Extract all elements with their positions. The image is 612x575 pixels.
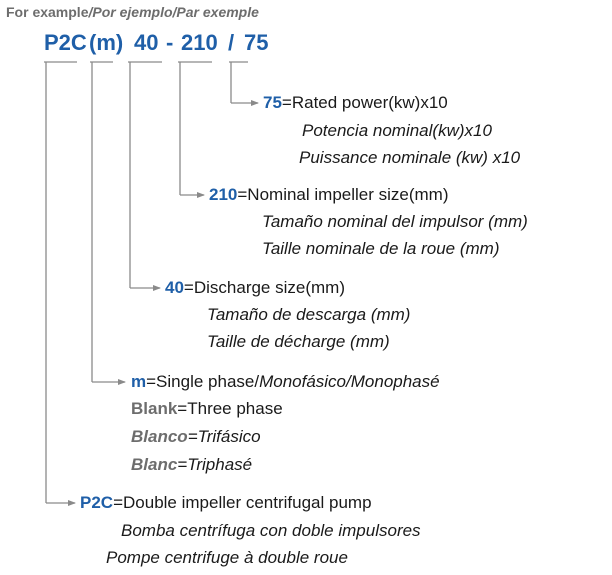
- power-es: Potencia nominal(kw)x10: [302, 121, 492, 140]
- blanc-line: [131, 455, 252, 475]
- blanco-es: =Trifásico: [187, 427, 261, 446]
- impeller-key: 210: [209, 185, 238, 204]
- discharge-en: =Discharge size(mm): [183, 278, 345, 297]
- model-line-en: [80, 493, 372, 513]
- impeller-fr: Taille nominale de la roue (mm): [262, 239, 500, 258]
- blanc-key: Blanc: [131, 455, 178, 474]
- connector-model-bar: [44, 62, 77, 503]
- phase-line-en: [131, 372, 440, 392]
- discharge-fr: Taille de décharge (mm): [207, 332, 390, 351]
- connector-impeller-bar: [178, 62, 212, 195]
- connector-phase-bar: [90, 62, 113, 382]
- discharge-line-en: [165, 278, 345, 298]
- phase-es: Monofásico/: [259, 372, 351, 391]
- phase-en: =Single phase/: [146, 372, 260, 391]
- code-power: 75: [244, 30, 269, 55]
- impeller-es: Tamaño nominal del impulsor (mm): [262, 212, 528, 231]
- impeller-line-en: [209, 185, 449, 205]
- connector-discharge-bar: [128, 62, 162, 288]
- power-line-en: [263, 93, 448, 113]
- power-fr: Puissance nominale (kw) x10: [299, 148, 521, 167]
- header-en: For example: [6, 4, 89, 20]
- header-es: Por ejemplo: [92, 4, 173, 20]
- impeller-en: =Nominal impeller size(mm): [237, 185, 449, 204]
- model-key: P2C: [80, 493, 114, 512]
- discharge-es: Tamaño de descarga (mm): [207, 305, 411, 324]
- phase-key: m: [131, 372, 147, 391]
- header-fr: Par exemple: [176, 4, 259, 20]
- discharge-key: 40: [165, 278, 184, 297]
- header-sep-2: /: [172, 4, 177, 20]
- model-fr: Pompe centrifuge à double roue: [106, 548, 348, 567]
- code-dash: -: [166, 30, 174, 55]
- model-en: =Double impeller centrifugal pump: [113, 493, 372, 512]
- code-p2c: P2C: [44, 30, 87, 55]
- blanco-line: [131, 427, 261, 447]
- blanco-key: Blanco: [131, 427, 188, 446]
- connector-power-bar: [229, 62, 248, 103]
- blank-line: [131, 399, 283, 419]
- blank-en: =Three phase: [177, 399, 283, 418]
- blanc-fr: =Triphasé: [177, 455, 253, 474]
- header-sep-1: /: [88, 4, 93, 20]
- power-key: 75: [263, 93, 282, 112]
- code-size: 40: [134, 30, 159, 55]
- code-slash: /: [228, 30, 235, 55]
- power-en: =Rated power(kw)x10: [281, 93, 448, 112]
- code-m: (m): [89, 30, 124, 55]
- model-es: Bomba centrífuga con doble impulsores: [121, 521, 421, 540]
- phase-fr: Monophasé: [350, 372, 440, 391]
- code-impeller: 210: [181, 30, 218, 55]
- blank-key: Blank: [131, 399, 178, 418]
